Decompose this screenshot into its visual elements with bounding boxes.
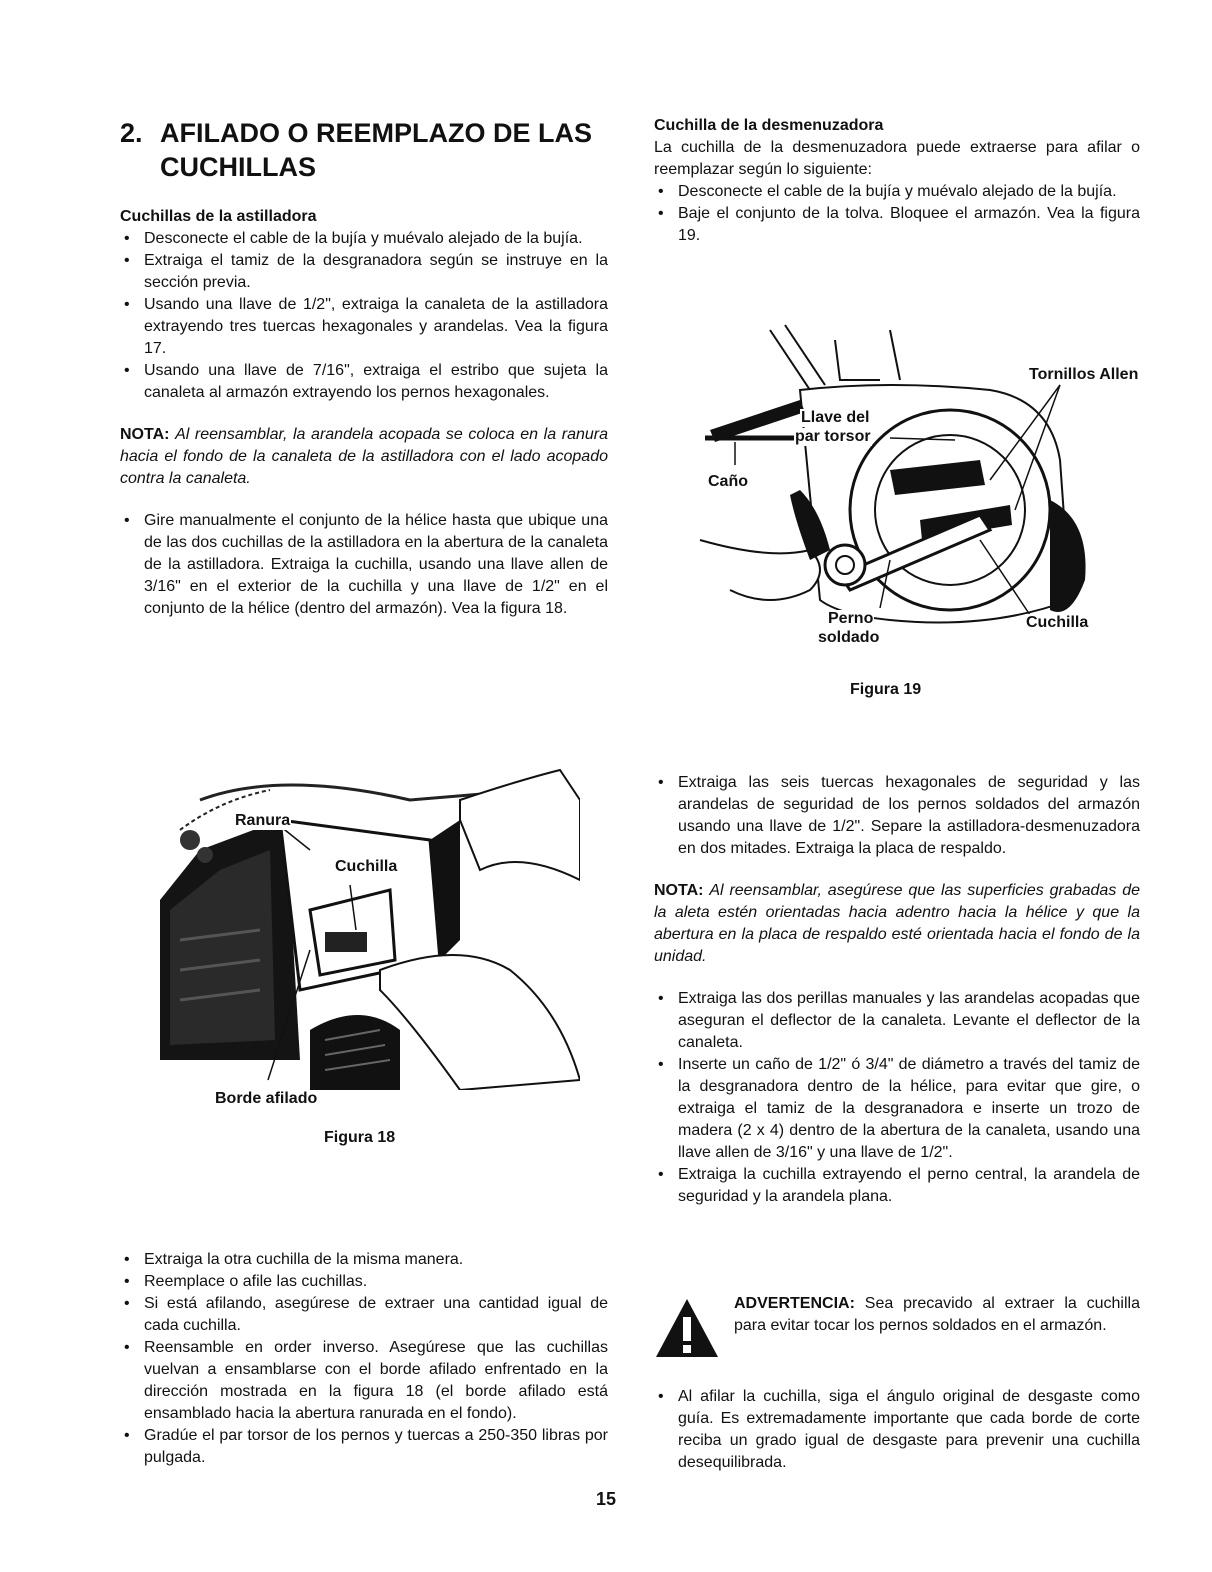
list-item: • Al afilar la cuchilla, siga el ángulo original de desgaste como guía. Es extremadamente importante que cada borde de corte reciba un grado igual de desgaste para prevenir una cuchilla desequilibrada. <box>654 1386 1140 1474</box>
list-item: • Extraiga la otra cuchilla de la misma manera. <box>120 1249 608 1271</box>
label-ranura: Ranura <box>235 812 291 829</box>
list-item: • Extraiga la cuchilla extrayendo el perno central, la arandela de seguridad y la arandela plana. <box>654 1164 1140 1208</box>
warning-text: Sea precavido al extraer la cuchilla para evitar tocar los pernos soldados en el armazón. <box>734 1295 1140 1334</box>
label-cuchilla-19: Cuchilla <box>1026 614 1089 631</box>
list-item: • Gire manualmente el conjunto de la hélice hasta que ubique una de las dos cuchillas de la astilladora en la abertura de la canaleta de la astilladora. Extraiga la cuchilla, usando una llave allen de 3/16" en el exterior de la cuchilla y una llave de 1/2" en el conjunto de la hélice (dentro del armazón). Vea la figura 18. <box>120 510 608 620</box>
note-right <box>654 880 1140 968</box>
note-text: Al reensamblar, la arandela acopada se coloca en la ranura hacia el fondo de la canaleta de la astilladora con el lado acopado contra la canaleta. <box>120 426 608 487</box>
chipper-subtitle: Cuchillas de la astilladora <box>120 208 317 225</box>
section-number: 2. <box>120 118 143 148</box>
chipper-steps-list-2 <box>120 510 608 620</box>
list-item: • Extraiga las seis tuercas hexagonales de seguridad y las arandelas de seguridad de los pernos soldados del armazón usando una llave de 1/2". Separe la astilladora-desmenuzadora en dos mitades. Extraiga la placa de respaldo. <box>654 772 1140 860</box>
chipper-blades-section <box>120 206 608 620</box>
label-par-torsor: par torsor <box>795 428 871 445</box>
figure-18-caption: Figura 18 <box>324 1129 396 1146</box>
shredder-steps-list-4 <box>654 1386 1140 1474</box>
list-item: • Extraiga las dos perillas manuales y las arandelas acopadas que aseguran el deflector de la canaleta. Levante el deflector de la canaleta. <box>654 988 1140 1054</box>
shredder-steps-list <box>654 181 1140 247</box>
list-item: • Reemplace o afile las cuchillas. <box>120 1271 608 1293</box>
shredder-steps-list-3 <box>654 988 1140 1208</box>
chipper-final-steps <box>120 1249 608 1469</box>
figure-18-drawing <box>160 760 580 1090</box>
list-item: • Gradúe el par torsor de los pernos y tuercas a 250-350 libras por pulgada. <box>120 1425 608 1469</box>
label-cano: Caño <box>708 473 748 490</box>
label-soldado: soldado <box>818 629 880 646</box>
label-perno: Perno <box>828 610 874 627</box>
note-text: Al reensamblar, asegúrese que las superficies grabadas de la aleta estén orientadas hacia adentro hacia la hélice y que la abertura en la placa de respaldo esté orientada hacia el fondo de la unidad. <box>654 882 1140 965</box>
figure-19-illustration <box>690 320 1160 650</box>
warning-text-block <box>734 1293 1140 1359</box>
label-borde-afilado: Borde afilado <box>215 1090 318 1107</box>
note-left <box>120 424 608 490</box>
shredder-intro: La cuchilla de la desmenuzadora puede extraerse para afilar o reemplazar según lo siguiente: <box>654 139 1140 178</box>
list-item: • Desconecte el cable de la bujía y muévalo alejado de la bujía. <box>654 181 1140 203</box>
list-item: • Baje el conjunto de la tolva. Bloquee el armazón. Vea la figura 19. <box>654 203 1140 247</box>
list-item: • Usando una llave de 1/2", extraiga la canaleta de la astilladora extrayendo tres tuercas hexagonales y arandelas. Vea la figura 17. <box>120 294 608 360</box>
chipper-steps-list-3 <box>120 1249 608 1469</box>
sharpening-steps <box>654 1386 1140 1474</box>
warning-triangle-icon <box>654 1297 720 1359</box>
list-item: • Extraiga el tamiz de la desgranadora según se instruye en la sección previa. <box>120 250 608 294</box>
shredder-subtitle: Cuchilla de la desmenuzadora <box>654 117 884 134</box>
note-label: NOTA: <box>120 426 170 443</box>
figure-18-illustration <box>160 760 580 1090</box>
label-cuchilla: Cuchilla <box>335 858 398 875</box>
chipper-steps-list <box>120 228 608 404</box>
page-title <box>120 116 608 184</box>
list-item: • Inserte un caño de 1/2" ó 3/4" de diámetro a través del tamiz de la desgranadora dentro de la hélice, para evitar que gire, o extraiga el tamiz de la desgranadora e inserte un trozo de madera (2 x 4) dentro de la abertura de la canaleta, usando una llave allen de 3/16" y una llave de 1/2". <box>654 1054 1140 1164</box>
figure-19-caption: Figura 19 <box>850 681 922 698</box>
label-tornillos-allen: Tornillos Allen <box>1029 366 1139 383</box>
note-label: NOTA: <box>654 882 704 899</box>
shredder-blade-section <box>654 115 1140 247</box>
warning-block <box>654 1293 1140 1359</box>
page-number: 15 <box>595 1489 617 1509</box>
list-item: • Usando una llave de 7/16", extraiga el estribo que sujeta la canaleta al armazón extrayendo los pernos hexagonales. <box>120 360 608 404</box>
section-heading <box>120 116 608 184</box>
shredder-steps-list-2 <box>654 772 1140 860</box>
list-item: • Reensamble en order inverso. Asegúrese que las cuchillas vuelvan a ensamblarse con el borde afilado enfrentado en la dirección mostrada en la figura 18 (el borde afilado está ensamblado hacia la abertura ranurada en el fondo). <box>120 1337 608 1425</box>
warning-label: ADVERTENCIA: <box>734 1295 855 1312</box>
section-title: AFILADO O REEMPLAZO DE LAS CUCHILLAS <box>160 118 592 182</box>
list-item: • Si está afilando, asegúrese de extraer una cantidad igual de cada cuchilla. <box>120 1293 608 1337</box>
label-llave-del: Llave del <box>801 409 870 426</box>
list-item: • Desconecte el cable de la bujía y muévalo alejado de la bujía. <box>120 228 608 250</box>
shredder-steps-continued <box>654 772 1140 1208</box>
